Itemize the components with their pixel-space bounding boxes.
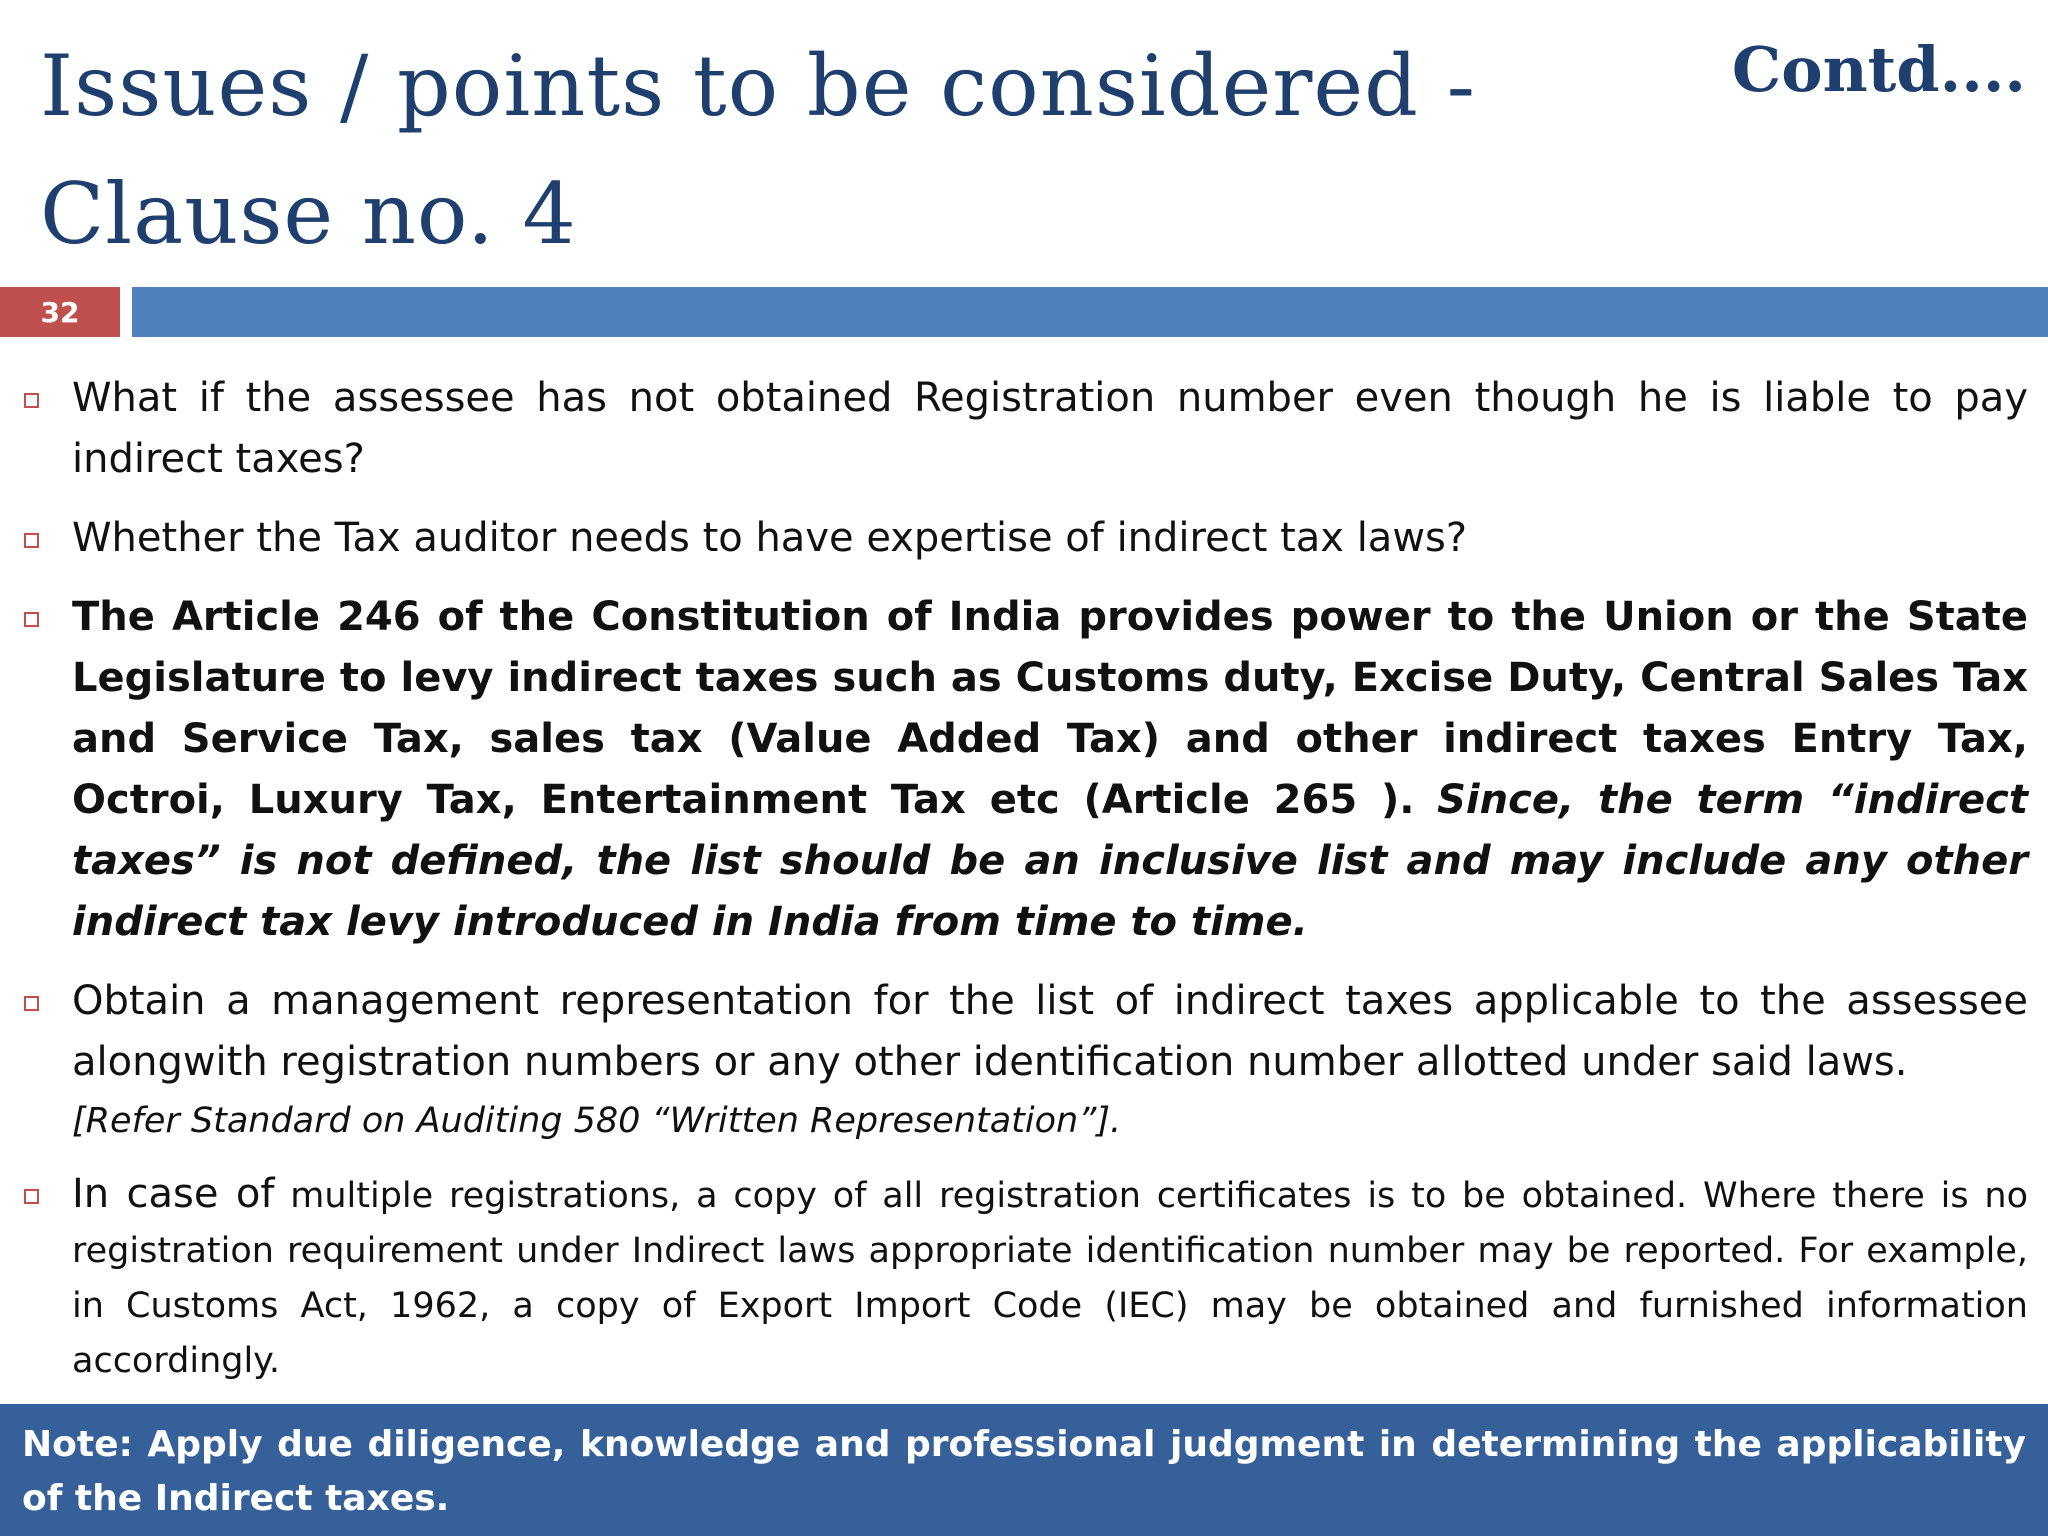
bullet-text: Whether the Tax auditor needs to have expertise of indirect tax laws? [72,515,1468,561]
slide-title [40,22,1540,278]
slide-title-line-2: Clause no. 4 [40,165,577,263]
note-text: Note: Apply due diligence, knowledge and professional judgment in determining the applicability of the Indirect taxes. [22,1424,2026,1519]
square-bullet-icon [24,996,39,1011]
bullet-item-management-representation [0,971,2048,1149]
bullet-text-bold: The Article 246 of the Constitution of India provides power to the Union or the State Legislature to levy indirect taxes such as Customs duty, Excise Duty, Central Sales Tax and Service Tax, sales tax (Value Added Tax) and other indirect taxes Entry Tax, Octroi, Luxury Tax, Entertainment Tax etc (Article 265 ). [72,594,2028,823]
bullet-text: What if the assessee has not obtained Registration number even though he is liable to pay indirect taxes? [72,375,2028,482]
bullet-list [0,368,2048,1407]
square-bullet-icon [24,393,39,408]
bullet-item-article-246 [0,587,2048,953]
slide-number: 32 [40,295,80,329]
bullet-item-expertise [0,508,2048,569]
square-bullet-icon [24,612,39,627]
bullet-reference-text: [Refer Standard on Auditing 580 “Written Representation”]. [72,1101,1122,1141]
note-banner [0,1404,2048,1536]
bullet-item-multiple-registrations [0,1167,2048,1389]
square-bullet-icon [24,533,39,548]
header-divider-bar [132,287,2048,337]
bullet-lead-text: In case of [72,1171,275,1217]
slide-title-line-1: Issues / points to be considered - [40,37,1476,135]
bullet-text: Obtain a management representation for the list of indirect taxes applicable to the assessee alongwith registration numbers or any other identification number allotted under said laws. [72,978,2028,1085]
bullet-text-bold-italic: Since, the term “indirect taxes” is not defined, the list should be an inclusive list and may include any other indirect tax levy introduced in India from time to time. [72,777,2029,945]
bullet-text: multiple registrations, a copy of all registration certificates is to be obtained. Where there is no registration requirement under Indirect laws appropriate identification number may be reported. For example, in Customs Act, 1962, a copy of Export Import Code (IEC) may be obtained and furnished information accordingly. [72,1176,2029,1381]
slide-number-badge [0,287,120,337]
square-bullet-icon [24,1189,39,1204]
bullet-item-registration [0,368,2048,490]
continued-label: Contd.... [1731,33,2026,106]
